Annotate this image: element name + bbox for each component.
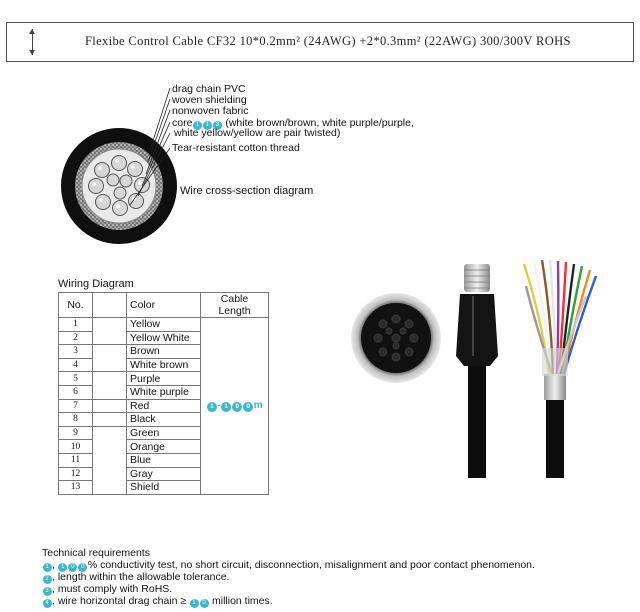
row-number: 10 bbox=[59, 440, 93, 454]
core-wire bbox=[89, 179, 104, 194]
digit-badge: 1 bbox=[190, 599, 199, 608]
table-row bbox=[59, 318, 269, 332]
row-color: White purple bbox=[127, 385, 201, 399]
number-badge: 4 bbox=[43, 599, 52, 608]
row-number: 5 bbox=[59, 372, 93, 386]
technical-requirements bbox=[42, 548, 535, 608]
core-label-line2: white yellow/yellow are pair twisted) bbox=[174, 127, 341, 139]
wiring-header-row bbox=[59, 293, 269, 318]
connector-face bbox=[351, 293, 441, 383]
tech-title: Technical requirements bbox=[42, 547, 150, 559]
core-wire bbox=[114, 187, 126, 199]
digit-badge: 0 bbox=[232, 402, 242, 412]
row-color: Shield bbox=[127, 481, 201, 495]
row-number: 1 bbox=[59, 318, 93, 332]
tech-item: 2 , length within the allowable tolerance. bbox=[42, 572, 535, 584]
cable-cross-section bbox=[56, 124, 186, 254]
row-color: Purple bbox=[127, 372, 201, 386]
row-number: 2 bbox=[59, 331, 93, 345]
row-number: 4 bbox=[59, 358, 93, 372]
digit-badge: 0 bbox=[200, 599, 209, 608]
row-color: White brown bbox=[127, 358, 201, 372]
header-color: Color bbox=[127, 293, 201, 318]
row-color: Yellow bbox=[127, 318, 201, 332]
row-number: 7 bbox=[59, 399, 93, 413]
pvc-label: drag chain PVC bbox=[172, 83, 246, 95]
row-number: 12 bbox=[59, 467, 93, 481]
cable-length-cell bbox=[201, 318, 269, 495]
stripped-cable bbox=[524, 260, 596, 478]
row-color: Blue bbox=[127, 453, 201, 467]
wiring-table bbox=[58, 292, 269, 495]
core-wire bbox=[96, 195, 111, 210]
row-number: 8 bbox=[59, 413, 93, 427]
number-badge: 2 bbox=[43, 575, 52, 584]
page-title: Flexibe Control Cable CF32 10*0.2mm² (24AWG) +2*0.3mm² (22AWG) 300/300V ROHS bbox=[85, 34, 571, 48]
shield-label: woven shielding bbox=[172, 94, 247, 106]
core-wire bbox=[107, 174, 119, 186]
tech-item: 4 , wire horizontal drag chain ≥ 1 0 million times. bbox=[42, 596, 535, 608]
dimension-arrow-icon bbox=[32, 29, 33, 55]
digit-badge: 0 bbox=[68, 563, 77, 572]
header-banner bbox=[6, 22, 634, 62]
core-suffix: (white brown/brown, white purple/purple, bbox=[222, 117, 414, 129]
header-no: No. bbox=[59, 293, 93, 318]
row-number: 13 bbox=[59, 481, 93, 495]
connector-body bbox=[456, 264, 498, 478]
cable-length-value: 1 - 1 0 0 m bbox=[206, 400, 262, 411]
number-badge: 1 bbox=[43, 563, 52, 572]
digit-badge: 1 bbox=[207, 402, 217, 412]
row-number: 6 bbox=[59, 385, 93, 399]
wiring-diagram-title: Wiring Diagram bbox=[58, 278, 134, 290]
row-number: 3 bbox=[59, 345, 93, 359]
digit-badge: 0 bbox=[243, 402, 253, 412]
row-color: Black bbox=[127, 413, 201, 427]
row-number: 9 bbox=[59, 426, 93, 440]
digit-badge: 1 bbox=[221, 402, 231, 412]
core-wire bbox=[95, 163, 110, 178]
core-wire bbox=[112, 156, 127, 171]
core-prefix: core bbox=[172, 117, 193, 129]
digit-badge: 1 bbox=[58, 563, 67, 572]
digit-badge: 3 bbox=[213, 121, 222, 130]
header-length: Cable Length bbox=[201, 293, 269, 318]
row-color: Gray bbox=[127, 467, 201, 481]
number-badge: 3 bbox=[43, 587, 52, 596]
row-color: Green bbox=[127, 426, 201, 440]
core-wire bbox=[135, 178, 150, 193]
row-color: Red bbox=[127, 399, 201, 413]
core-wire bbox=[120, 175, 132, 187]
core-wire bbox=[113, 201, 128, 216]
thread-label: Tear-resistant cotton thread bbox=[172, 142, 300, 154]
tech-item: 1 , 1 0 0 % conductivity test, no short circuit, disconnection, misalignment and poor contact phenomenon. bbox=[42, 560, 535, 572]
row-color: Yellow White bbox=[127, 331, 201, 345]
cable-connector-photo bbox=[346, 256, 606, 478]
cross-section-caption: Wire cross-section diagram bbox=[180, 185, 314, 197]
digit-badge: 1 bbox=[203, 121, 212, 130]
tech-item: 3 , must comply with RoHS. bbox=[42, 584, 535, 596]
fabric-label: nonwoven fabric bbox=[172, 105, 249, 117]
core-wire bbox=[128, 162, 143, 177]
core-wire bbox=[129, 194, 144, 209]
row-color: Orange bbox=[127, 440, 201, 454]
row-color: Brown bbox=[127, 345, 201, 359]
digit-badge: 0 bbox=[78, 563, 87, 572]
row-number: 11 bbox=[59, 453, 93, 467]
digit-badge: 1 bbox=[193, 121, 202, 130]
